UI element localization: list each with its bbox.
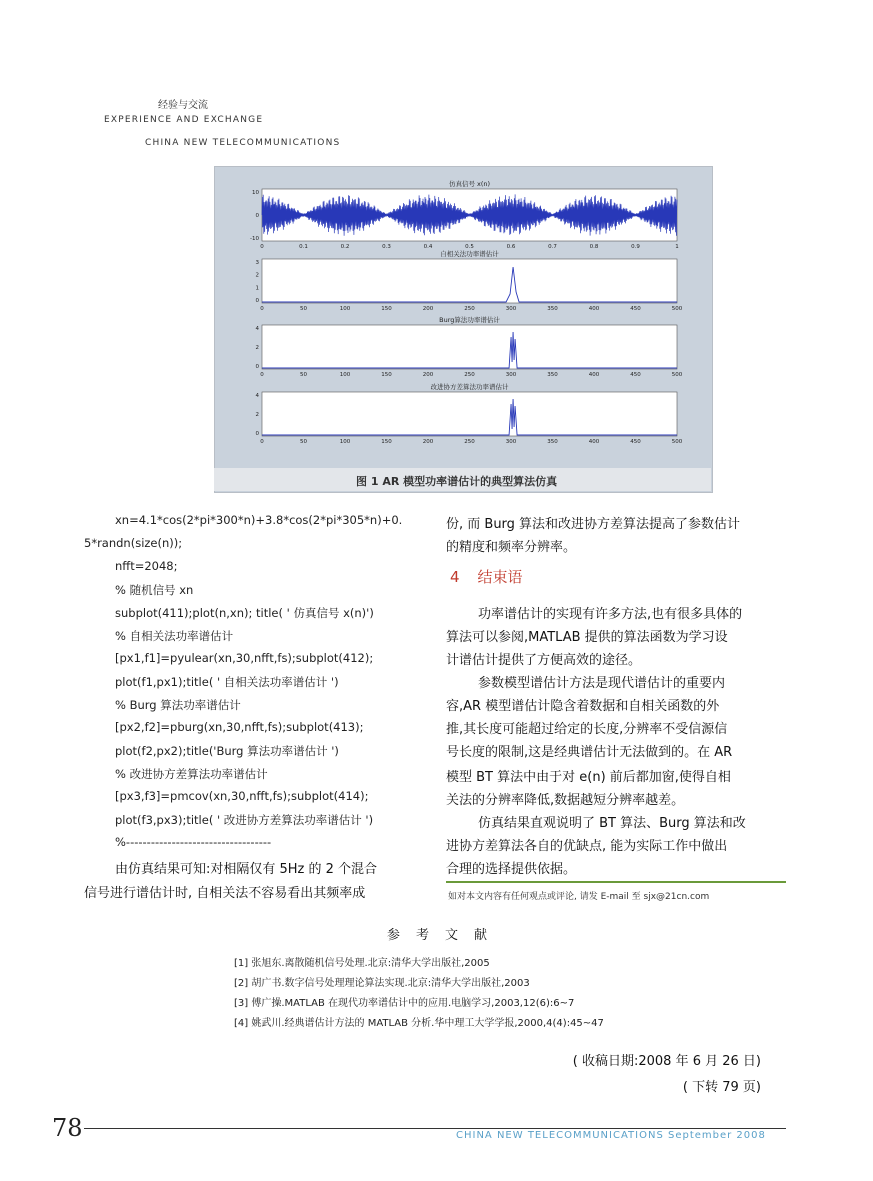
footer-divider (84, 1128, 786, 1129)
x-tick-label: 50 (300, 439, 307, 445)
code-line: plot(f1,px1);title( ' 自相关法功率谱估计 ') (115, 675, 339, 689)
code-line: plot(f2,px2);title('Burg 算法功率谱估计 ') (115, 744, 339, 758)
body-paragraph: 计谱估计提供了方便高效的途径。 (446, 653, 642, 668)
x-tick-label: 0.6 (506, 244, 516, 250)
x-tick-label: 0.4 (423, 244, 433, 250)
plot-area (262, 325, 677, 369)
code-line: [px1,f1]=pyulear(xn,30,nfft,fs);subplot(412); (115, 651, 374, 665)
plot-area (262, 392, 677, 436)
y-tick-label: 0 (255, 213, 259, 219)
x-tick-label: 500 (671, 439, 683, 445)
simulation-plots (215, 167, 712, 492)
x-tick-label: 450 (630, 372, 641, 378)
page-number: 78 (52, 1114, 83, 1142)
y-tick-label: 0 (255, 298, 259, 304)
code-comment: % 随机信号 xn (115, 583, 194, 597)
y-tick-label: 0 (255, 431, 259, 437)
x-tick-label: 200 (422, 306, 434, 312)
code-line: subplot(411);plot(n,xn); title( ' 仿真信号 x(n)') (115, 606, 374, 620)
x-tick-label: 0.5 (465, 244, 474, 250)
code-line: 5*randn(size(n)); (84, 536, 183, 550)
footnote-divider (446, 881, 786, 883)
body-paragraph: 功率谱估计的实现有许多方法,也有很多具体的 (478, 607, 743, 622)
x-tick-label: 200 (422, 372, 434, 378)
x-tick-label: 300 (505, 372, 517, 378)
received-date: ( 收稿日期:2008 年 6 月 26 日) (572, 1054, 761, 1069)
x-tick-label: 350 (547, 439, 558, 445)
body-paragraph: 进协方差算法各自的优缺点, 能为实际工作中做出 (446, 839, 728, 854)
code-comment: %----------------------------------- (115, 835, 272, 849)
footer-journal-name: CHINA NEW TELECOMMUNICATIONS September 2008 (456, 1130, 766, 1141)
x-tick-label: 400 (588, 306, 600, 312)
figure-caption: 图 1 AR 模型功率谱估计的典型算法仿真 (356, 475, 558, 488)
x-tick-label: 500 (671, 306, 683, 312)
x-tick-label: 250 (464, 372, 475, 378)
y-tick-label: 10 (252, 190, 259, 196)
x-tick-label: 0.2 (340, 244, 350, 250)
panel-title: 改进协方差算法功率谱估计 (430, 383, 509, 391)
body-paragraph: 容,AR 模型谱估计隐含着数据和自相关函数的外 (446, 699, 720, 714)
x-tick-label: 100 (339, 372, 351, 378)
x-tick-label: 100 (339, 439, 351, 445)
code-comment: % 自相关法功率谱估计 (115, 629, 234, 643)
reference-item: [2] 胡广书.数字信号处理理论算法实现.北京:清华大学出版社,2003 (234, 978, 530, 989)
body-paragraph: 合理的选择提供依据。 (446, 862, 577, 877)
y-tick-label: 4 (255, 393, 259, 399)
journal-name-header: CHINA NEW TELECOMMUNICATIONS (145, 138, 341, 148)
panel-title: 自相关法功率谱估计 (440, 250, 499, 258)
y-tick-label: 1 (255, 285, 259, 292)
author-contact-footnote: 如对本文内容有任何观点或评论, 请发 E-mail 至 sjx@21cn.com (448, 892, 710, 902)
x-tick-label: 300 (505, 306, 517, 312)
continued-note: ( 下转 79 页) (682, 1080, 761, 1095)
x-tick-label: 0.9 (631, 244, 640, 250)
x-tick-label: 400 (588, 439, 600, 445)
y-tick-label: 2 (255, 412, 259, 418)
x-tick-label: 500 (671, 372, 683, 378)
x-tick-label: 300 (505, 439, 517, 445)
x-tick-label: 450 (630, 439, 641, 445)
code-line: plot(f3,px3);title( ' 改进协方差算法功率谱估计 ') (115, 813, 374, 827)
body-paragraph: 算法可以参阅,MATLAB 提供的算法函数为学习设 (446, 630, 728, 645)
reference-item: [4] 姚武川.经典谱估计方法的 MATLAB 分析.华中理工大学学报,2000,4(4):45~47 (234, 1018, 604, 1029)
x-tick-label: 100 (339, 306, 351, 312)
body-paragraph: 模型 BT 算法中由于对 e(n) 前后都加窗,使得自相 (446, 770, 731, 785)
journal-section-label: 经验与交流 (158, 100, 208, 111)
body-paragraph: 号长度的限制,这是经典谱估计无法做到的。在 AR (446, 745, 733, 760)
code-line: [px3,f3]=pmcov(xn,30,nfft,fs);subplot(414); (115, 789, 369, 803)
section-number: 4 (450, 568, 460, 586)
section-title: 结束语 (477, 568, 523, 586)
x-tick-label: 150 (381, 372, 392, 378)
x-tick-label: 0.3 (382, 244, 391, 250)
figure-1 (214, 166, 713, 493)
code-comment: % 改进协方差算法功率谱估计 (115, 767, 268, 781)
x-tick-label: 0 (260, 439, 264, 445)
x-tick-label: 0 (260, 372, 264, 378)
panel-title: Burg算法功率谱估计 (439, 316, 500, 324)
x-tick-label: 350 (547, 372, 558, 378)
x-tick-label: 250 (464, 306, 475, 312)
y-tick-label: -10 (250, 236, 259, 242)
code-line: nfft=2048; (115, 559, 178, 573)
body-paragraph: 推,其长度可能超过给定的长度,分辨率不受信源信 (446, 722, 728, 737)
x-tick-label: 1 (675, 244, 679, 250)
panel-title: 仿真信号 x(n) (448, 180, 491, 188)
y-tick-label: 2 (255, 345, 259, 351)
code-line: xn=4.1*cos(2*pi*300*n)+3.8*cos(2*pi*305*n)+0. (115, 513, 403, 527)
y-tick-label: 0 (255, 364, 259, 370)
x-tick-label: 150 (381, 306, 392, 312)
journal-section-label-en: EXPERIENCE AND EXCHANGE (104, 115, 264, 125)
x-tick-label: 50 (300, 372, 307, 378)
body-paragraph: 参数模型谱估计方法是现代谱估计的重要内 (478, 676, 726, 691)
body-paragraph: 由仿真结果可知:对相隔仅有 5Hz 的 2 个混合 (115, 862, 378, 877)
y-tick-label: 3 (255, 260, 259, 266)
x-tick-label: 150 (381, 439, 392, 445)
body-paragraph: 关法的分辨率降低,数据越短分辨率越差。 (446, 793, 685, 808)
body-paragraph: 的精度和频率分辨率。 (446, 540, 577, 555)
x-tick-label: 450 (630, 306, 641, 312)
body-paragraph: 仿真结果直观说明了 BT 算法、Burg 算法和改 (478, 816, 746, 831)
y-tick-label: 2 (255, 272, 259, 279)
x-tick-label: 0 (260, 244, 264, 250)
code-comment: % Burg 算法功率谱估计 (115, 698, 241, 712)
x-tick-label: 250 (464, 439, 475, 445)
reference-item: [1] 张旭东.离散随机信号处理.北京:清华大学出版社,2005 (234, 958, 490, 969)
x-tick-label: 400 (588, 372, 600, 378)
code-line: [px2,f2]=pburg(xn,30,nfft,fs);subplot(413); (115, 720, 364, 734)
references-heading: 参考文献 (387, 928, 504, 943)
body-paragraph: 信号进行谱估计时, 自相关法不容易看出其频率成 (84, 886, 366, 901)
x-tick-label: 50 (300, 306, 307, 312)
x-tick-label: 0.8 (589, 244, 599, 250)
plot-area (262, 259, 677, 303)
section-heading (450, 566, 523, 587)
x-tick-label: 0 (260, 306, 264, 312)
x-tick-label: 350 (547, 306, 558, 312)
x-tick-label: 200 (422, 439, 434, 445)
y-tick-label: 4 (255, 326, 259, 332)
body-paragraph: 份, 而 Burg 算法和改进协方差算法提高了参数估计 (446, 517, 741, 532)
reference-item: [3] 傅广操.MATLAB 在现代功率谱估计中的应用.电脑学习,2003,12(6):6~7 (234, 998, 575, 1009)
x-tick-label: 0.1 (299, 244, 308, 250)
x-tick-label: 0.7 (548, 244, 557, 250)
